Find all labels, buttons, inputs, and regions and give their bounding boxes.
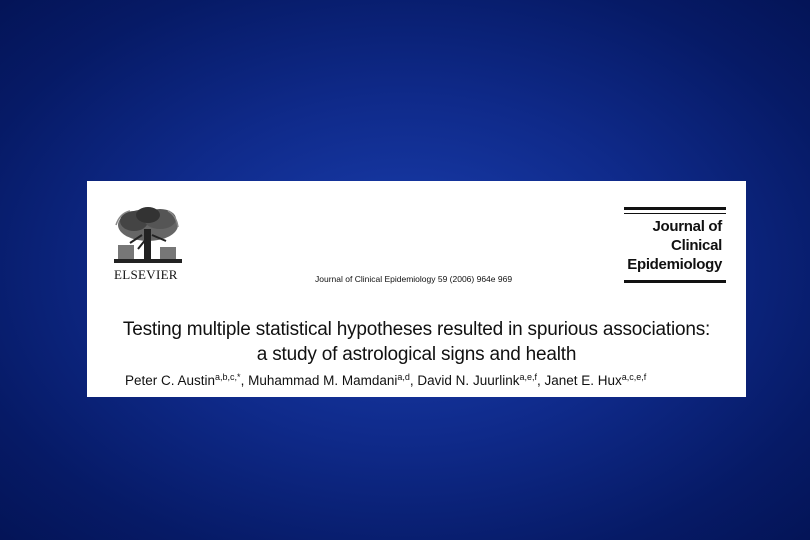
author-separator: ,	[240, 373, 249, 388]
author-list	[125, 373, 646, 388]
article-title-line-2: a study of astrological signs and health	[256, 344, 577, 365]
author-affiliation: a,e,f	[519, 372, 537, 382]
author-name: Janet E. Hux	[544, 373, 622, 388]
author-name: Muhammad M. Mamdani	[248, 373, 398, 388]
article-title-line-1: Testing multiple statistical hypotheses resulted in spurious associations:	[122, 319, 711, 340]
journal-masthead	[624, 207, 726, 283]
journal-title-line: Clinical	[671, 237, 722, 254]
author-affiliation: a,b,c,*	[215, 372, 241, 382]
author-separator: ,	[409, 373, 418, 388]
journal-citation: Journal of Clinical Epidemiology 59 (2006) 964e 969	[315, 274, 513, 284]
paper-header-clipping	[87, 181, 746, 397]
publisher-name: ELSEVIER	[114, 267, 178, 282]
author-name: Peter C. Austin	[125, 373, 216, 388]
author-affiliation: a,d	[397, 372, 410, 382]
author-affiliation: a,c,e,f	[621, 372, 647, 382]
author-name: David N. Juurlink	[417, 373, 520, 388]
journal-title-line: Epidemiology	[627, 256, 722, 273]
author-separator: ,	[536, 373, 545, 388]
journal-title-line: Journal of	[652, 218, 722, 235]
